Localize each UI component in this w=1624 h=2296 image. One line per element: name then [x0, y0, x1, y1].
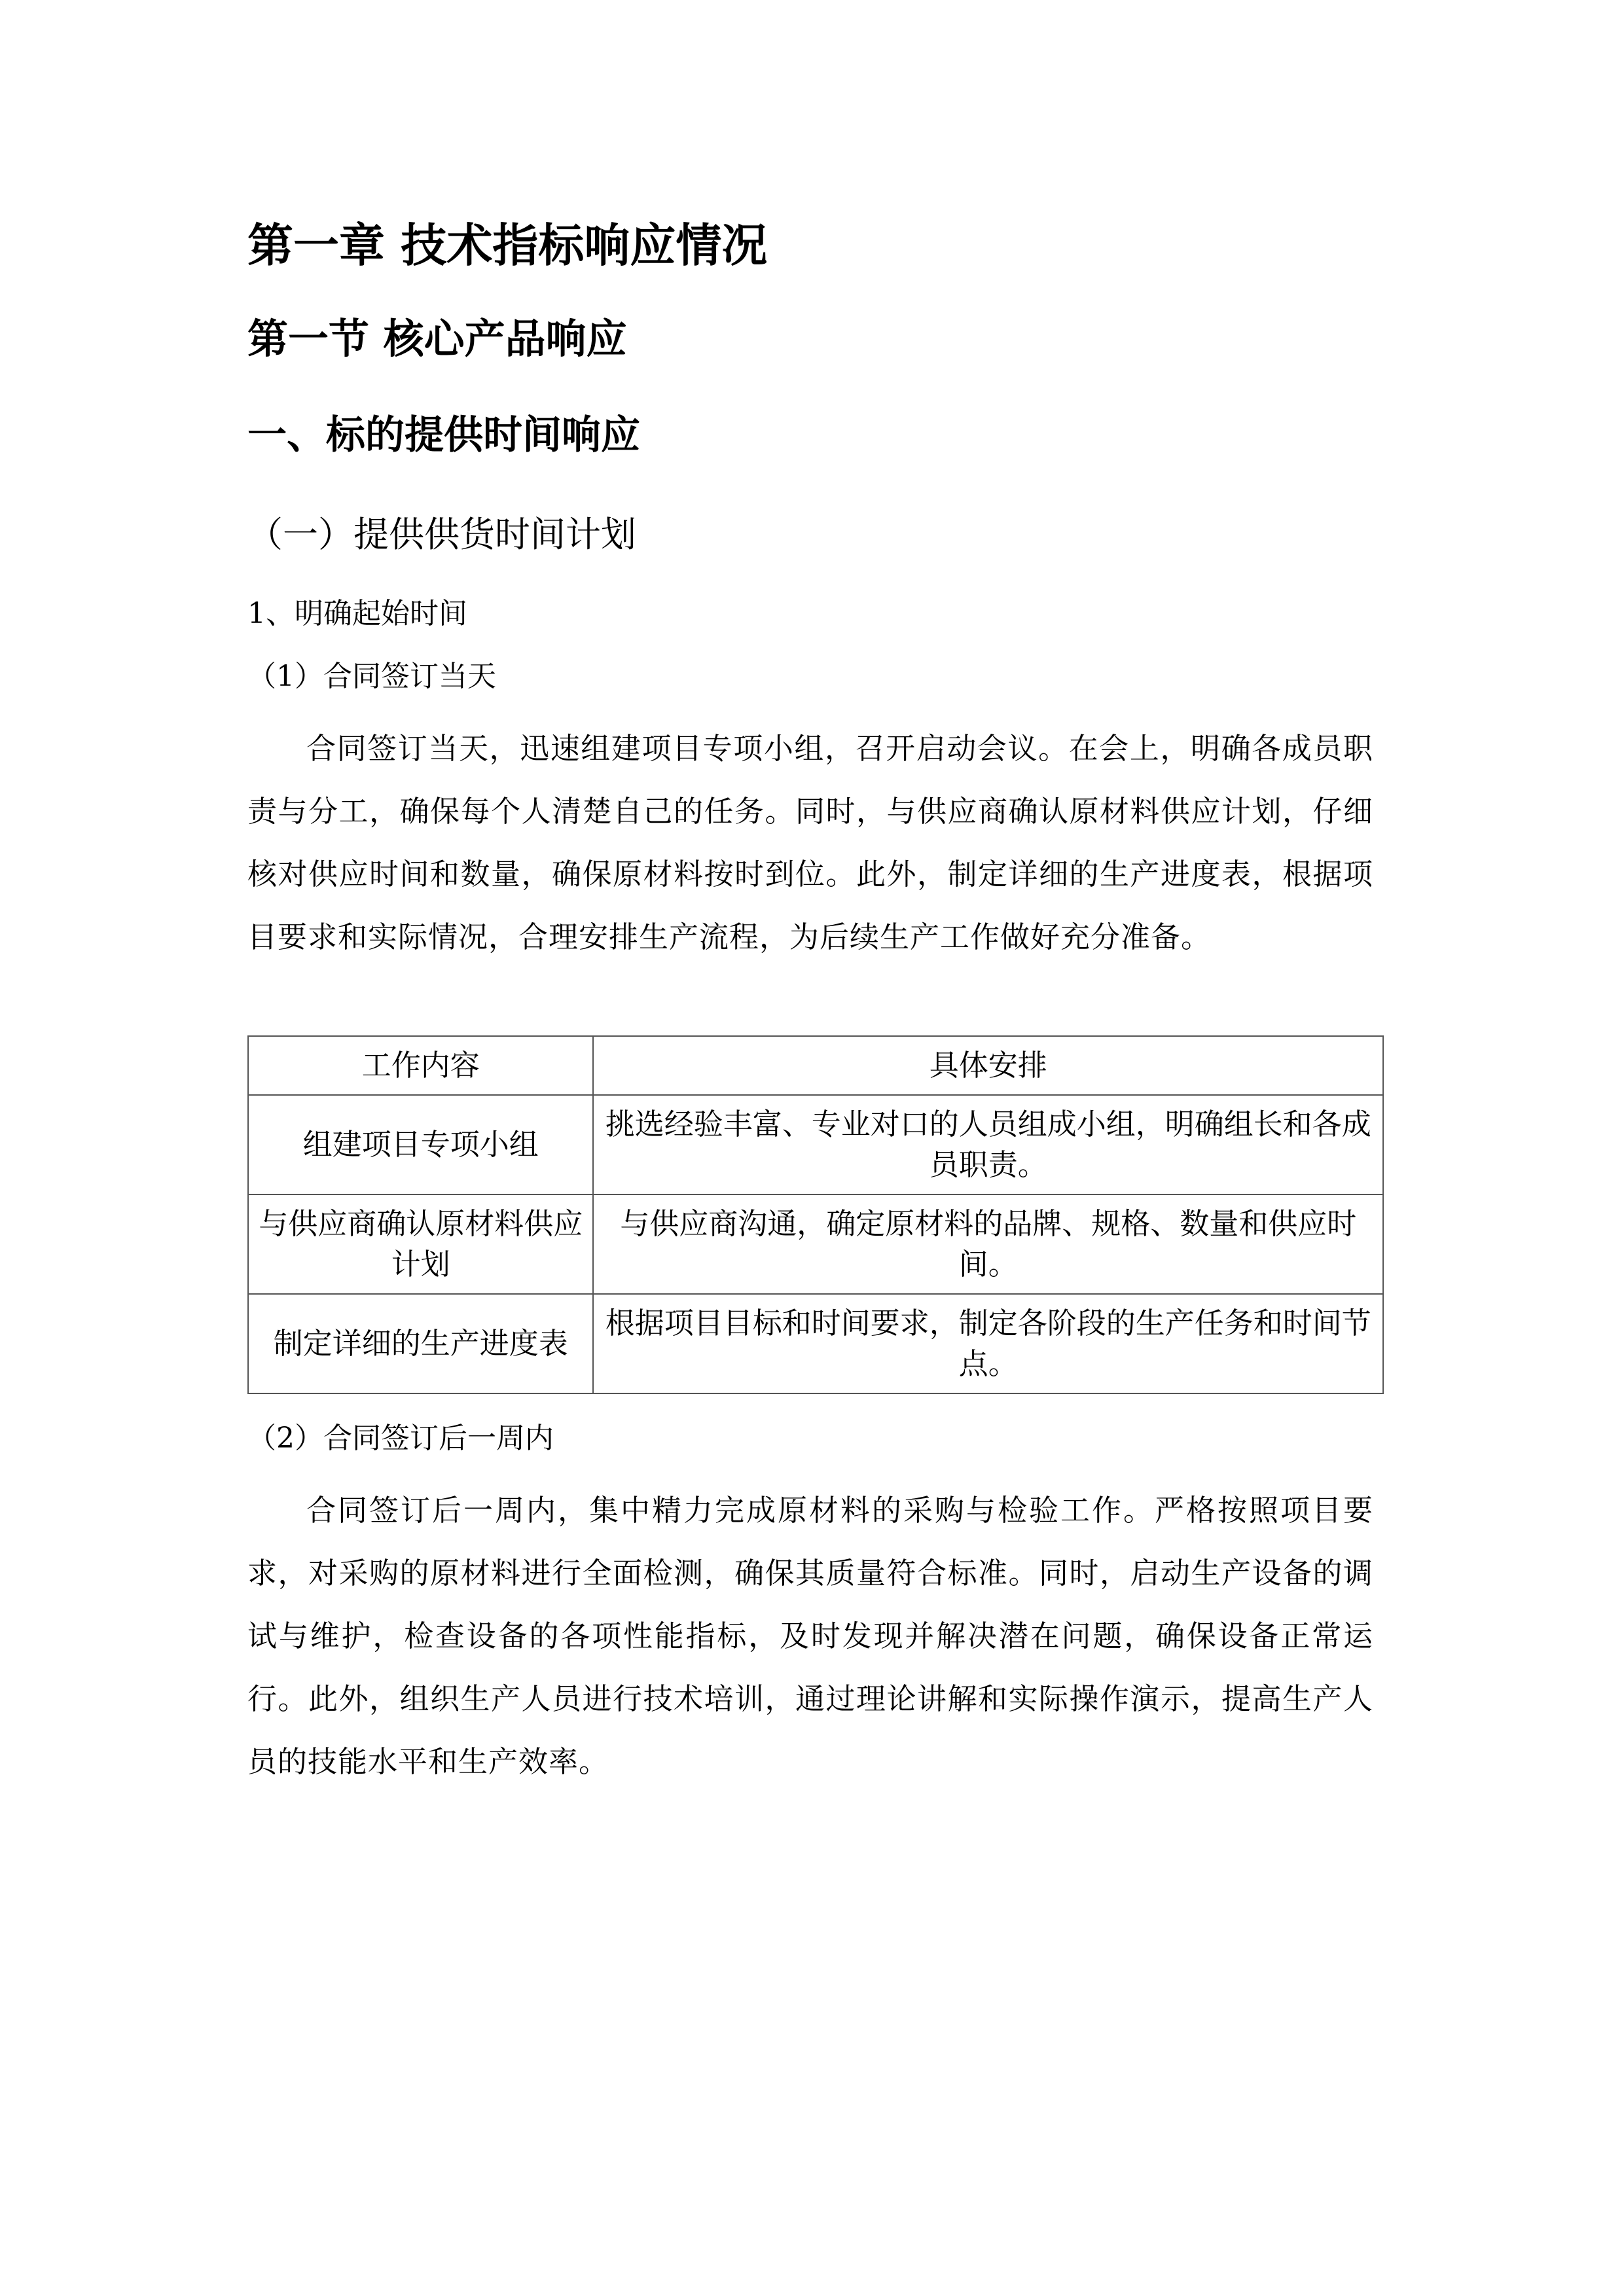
- chapter-title: 第一章 技术指标响应情况: [247, 219, 768, 272]
- table-cell: 制定详细的生产进度表: [248, 1294, 593, 1393]
- item-heading-1-1: （1）合同签订当天: [247, 660, 496, 693]
- table-cell: 组建项目专项小组: [248, 1095, 593, 1194]
- table-row: [248, 1095, 1383, 1194]
- table-header-cell: 工作内容: [248, 1036, 593, 1095]
- table-row: [248, 1294, 1383, 1393]
- item-heading-1: 1、明确起始时间: [247, 597, 467, 630]
- subsection-title: 一、标的提供时间响应: [247, 412, 640, 458]
- table-cell: 与供应商确认原材料供应计划: [248, 1194, 593, 1294]
- paragraph-contract-signing-day: 合同签订当天，迅速组建项目专项小组，召开启动会议。在会上，明确各成员职责与分工，确保每个人清楚自己的任务。同时，与供应商确认原材料供应计划，仔细核对供应时间和数量，确保原材料按时到位。此外，制定详细的生产进度表，根据项目要求和实际情况，合理安排生产流程，为后续生产工作做好充分准备。: [247, 731, 1373, 954]
- work-arrangement-table: [247, 1035, 1384, 1394]
- sub-subsection-title: （一）提供供货时间计划: [247, 514, 636, 555]
- table-cell: 根据项目目标和时间要求，制定各阶段的生产任务和时间节点。: [593, 1294, 1383, 1393]
- table-row: [248, 1194, 1383, 1294]
- table-header-cell: 具体安排: [593, 1036, 1383, 1095]
- table-header-row: [248, 1036, 1383, 1095]
- table-cell: 挑选经验丰富、专业对口的人员组成小组，明确组长和各成员职责。: [593, 1095, 1383, 1194]
- section-title: 第一节 核心产品响应: [247, 315, 627, 363]
- paragraph-week-after-signing: 合同签订后一周内，集中精力完成原材料的采购与检验工作。严格按照项目要求，对采购的原材料进行全面检测，确保其质量符合标准。同时，启动生产设备的调试与维护，检查设备的各项性能指标，及时发现并解决潜在问题，确保设备正常运行。此外，组织生产人员进行技术培训，通过理论讲解和实际操作演示，提高生产人员的技能水平和生产效率。: [247, 1493, 1373, 1779]
- item-heading-1-2: （2）合同签订后一周内: [247, 1422, 554, 1455]
- table-cell: 与供应商沟通，确定原材料的品牌、规格、数量和供应时间。: [593, 1194, 1383, 1294]
